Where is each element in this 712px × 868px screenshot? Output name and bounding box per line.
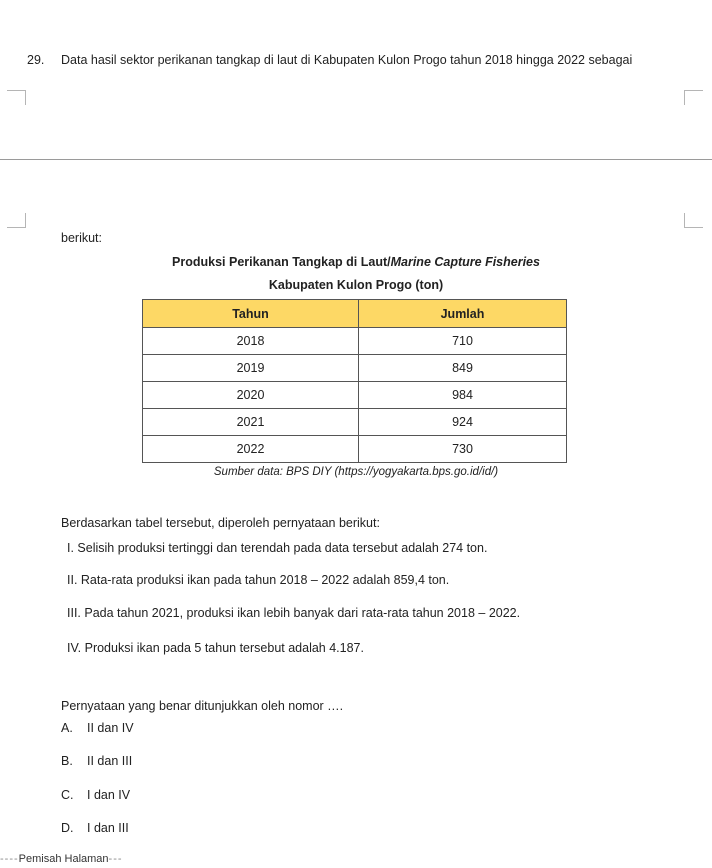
option-a-letter: A.	[61, 721, 73, 735]
option-a-text: II dan IV	[87, 721, 134, 735]
table-subtitle: Kabupaten Kulon Progo (ton)	[268, 278, 444, 292]
option-d-text: I dan III	[87, 821, 129, 835]
cell-amount: 924	[359, 409, 567, 436]
cell-year: 2020	[143, 382, 359, 409]
page-corner-mark	[7, 213, 26, 228]
page-corner-mark	[684, 213, 703, 228]
table-source: Sumber data: BPS DIY (https://yogyakarta.bps.go.id/id/)	[213, 466, 499, 478]
dash-line: ----	[0, 853, 19, 865]
page-separator-line	[0, 159, 712, 160]
statement-item: IV. Produksi ikan pada 5 tahun tersebut adalah 4.187.	[67, 641, 364, 655]
cell-amount: 984	[359, 382, 567, 409]
page-corner-mark	[7, 90, 26, 105]
cell-year: 2018	[143, 328, 359, 355]
table-row	[143, 409, 567, 436]
cell-year: 2022	[143, 436, 359, 463]
header-jumlah: Jumlah	[359, 300, 567, 328]
cell-year: 2021	[143, 409, 359, 436]
table-row	[143, 355, 567, 382]
option-c-letter: C.	[61, 788, 74, 802]
table-row	[143, 328, 567, 355]
option-d-letter: D.	[61, 821, 74, 835]
table-row	[143, 436, 567, 463]
table-title	[0, 255, 712, 269]
table-row	[143, 382, 567, 409]
cell-amount: 849	[359, 355, 567, 382]
statement-item: II. Rata-rata produksi ikan pada tahun 2018 – 2022 adalah 859,4 ton.	[67, 573, 450, 587]
page-break-label: Pemisah Halaman	[18, 853, 109, 865]
production-table	[142, 299, 567, 463]
table-header-row	[143, 300, 567, 328]
option-b-letter: B.	[61, 754, 73, 768]
statement-item: I. Selisih produksi tertinggi dan terendah pada data tersebut adalah 274 ton.	[67, 541, 488, 555]
statement-item: III. Pada tahun 2021, produksi ikan lebih banyak dari rata-rata tahun 2018 – 2022.	[67, 606, 521, 620]
header-tahun: Tahun	[143, 300, 359, 328]
page-break-marker	[0, 853, 123, 865]
question-text-continued: berikut:	[61, 231, 102, 245]
page-corner-mark	[684, 90, 703, 105]
answer-prompt: Pernyataan yang benar ditunjukkan oleh nomor ….	[61, 699, 344, 713]
dash-line: ---	[108, 853, 123, 865]
option-b-text: II dan III	[87, 754, 133, 768]
cell-amount: 710	[359, 328, 567, 355]
cell-amount: 730	[359, 436, 567, 463]
question-number: 29.	[27, 53, 45, 67]
table-title-english: Marine Capture Fisheries	[390, 255, 540, 269]
cell-year: 2019	[143, 355, 359, 382]
statements-intro: Berdasarkan tabel tersebut, diperoleh pernyataan berikut:	[61, 516, 380, 530]
option-c-text: I dan IV	[87, 788, 131, 802]
question-text: Data hasil sektor perikanan tangkap di laut di Kabupaten Kulon Progo tahun 2018 hingga 2022 sebagai	[61, 53, 633, 67]
table-title-prefix: Produksi Perikanan Tangkap di Laut/	[172, 255, 391, 269]
